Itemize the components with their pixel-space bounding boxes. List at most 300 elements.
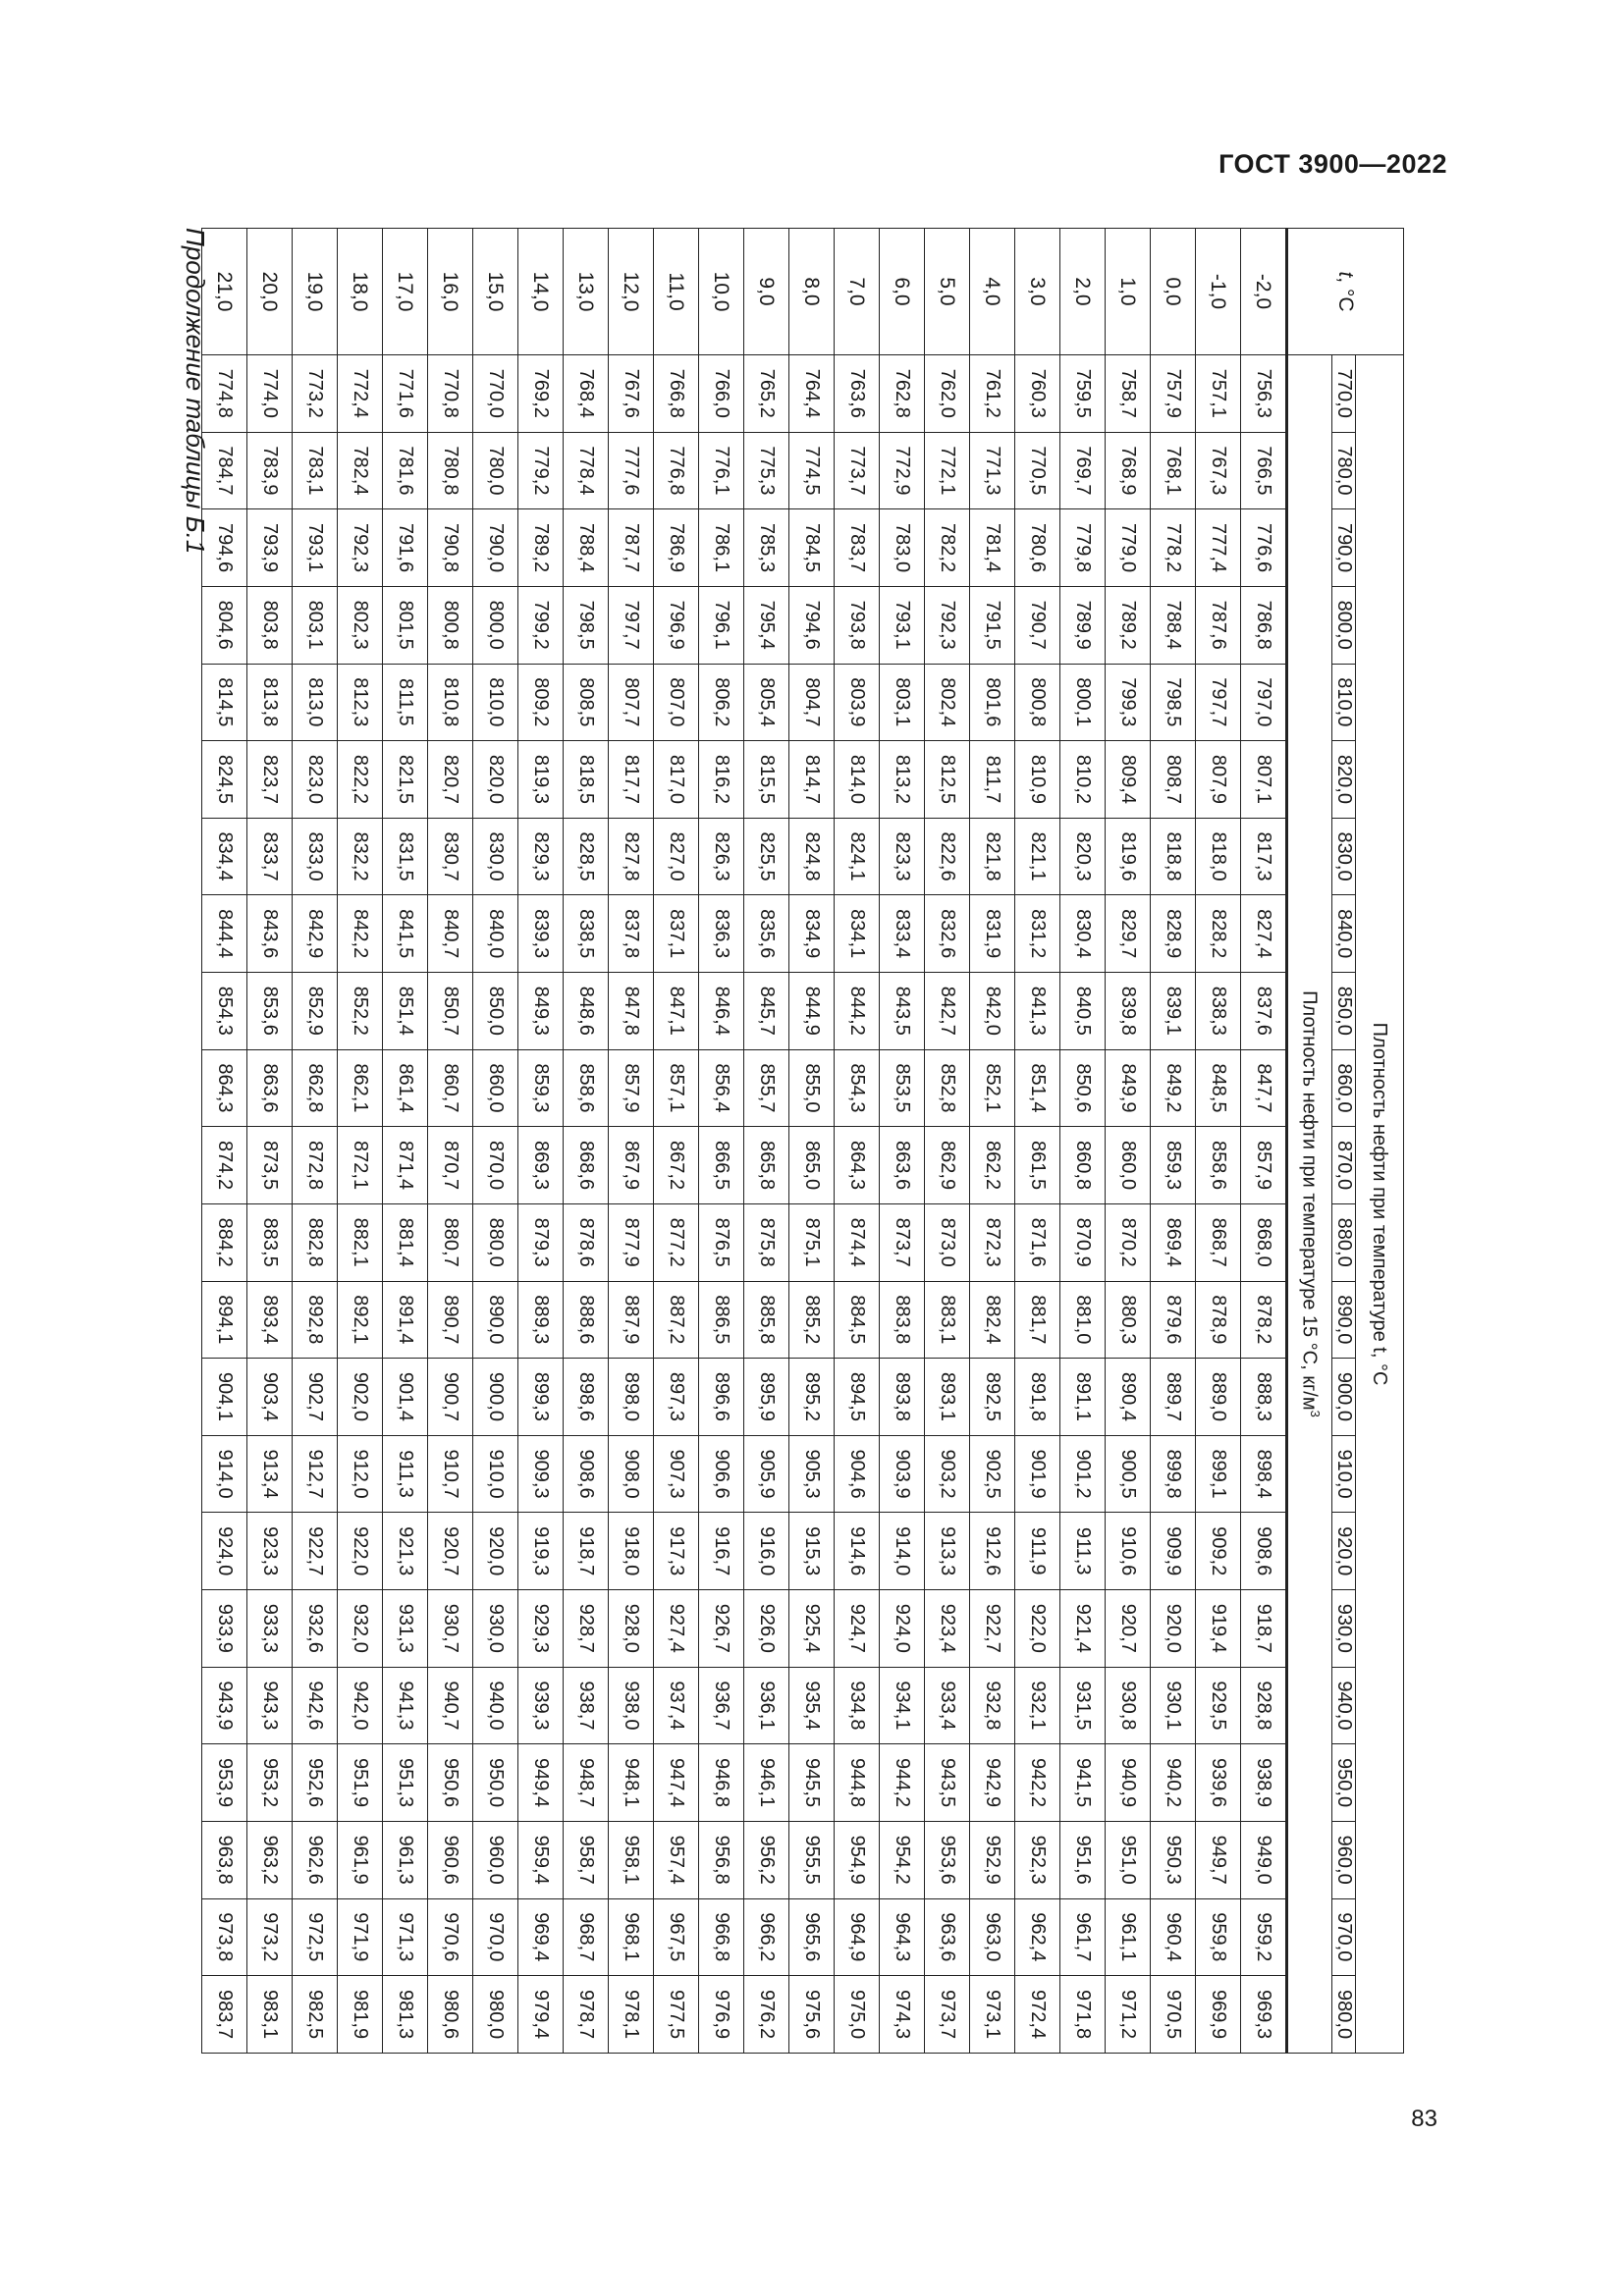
- density-cell: 776,6: [1241, 509, 1287, 587]
- density-cell: 956,8: [699, 1821, 744, 1898]
- density-cell: 884,2: [202, 1203, 247, 1281]
- column-header: 800,0: [1332, 586, 1356, 664]
- density-cell: 813,0: [293, 664, 338, 741]
- table-row: [564, 229, 609, 2054]
- density-cell: 885,2: [789, 1281, 835, 1359]
- density-cell: 890,7: [428, 1281, 473, 1359]
- density-cell: 971,8: [1060, 1976, 1106, 2054]
- table-row: [1060, 229, 1106, 2054]
- density-cell: 820,3: [1060, 818, 1106, 895]
- units-header: Плотность нефти при температуре 15 °C, $кг/м^3$: [1287, 355, 1332, 2054]
- density-cell: 900,7: [428, 1359, 473, 1436]
- density-cell: 817,7: [609, 741, 654, 819]
- density-cell: 954,2: [880, 1821, 925, 1898]
- density-cell: 803,1: [880, 664, 925, 741]
- density-cell: 812,3: [338, 664, 383, 741]
- density-cell: 852,9: [293, 973, 338, 1050]
- column-header: 770,0: [1332, 355, 1356, 433]
- temperature-cell: 16,0: [428, 229, 473, 355]
- density-cell: 782,2: [925, 509, 970, 587]
- density-cell: 813,2: [880, 741, 925, 819]
- density-cell: 772,4: [338, 355, 383, 433]
- density-cell: 830,4: [1060, 895, 1106, 973]
- density-cell: 882,1: [338, 1203, 383, 1281]
- density-cell: 866,5: [699, 1127, 744, 1204]
- density-cell: 832,2: [338, 818, 383, 895]
- density-cell: 959,8: [1196, 1898, 1241, 1976]
- density-cell: 827,4: [1241, 895, 1287, 973]
- density-cell: 883,5: [247, 1203, 293, 1281]
- density-cell: 764,4: [789, 355, 835, 433]
- density-cell: 892,8: [293, 1281, 338, 1359]
- table-row: [1106, 229, 1151, 2054]
- density-cell: 962,6: [293, 1821, 338, 1898]
- density-cell: 833,4: [880, 895, 925, 973]
- density-cell: 961,3: [383, 1821, 428, 1898]
- density-cell: 800,8: [1015, 664, 1060, 741]
- column-header: 880,0: [1332, 1203, 1356, 1281]
- density-cell: 844,9: [789, 973, 835, 1050]
- column-header: 870,0: [1332, 1127, 1356, 1204]
- density-cell: 798,5: [1151, 664, 1196, 741]
- temperature-cell: 17,0: [383, 229, 428, 355]
- density-cell: 814,0: [835, 741, 880, 819]
- density-cell: 950,3: [1151, 1821, 1196, 1898]
- density-cell: 926,7: [699, 1590, 744, 1668]
- density-cell: 886,5: [699, 1281, 744, 1359]
- density-cell: 818,0: [1196, 818, 1241, 895]
- density-cell: 964,3: [880, 1898, 925, 1976]
- density-cell: 950,6: [428, 1744, 473, 1822]
- density-cell: 895,9: [744, 1359, 789, 1436]
- density-cell: 840,7: [428, 895, 473, 973]
- temperature-cell: 18,0: [338, 229, 383, 355]
- column-header: 920,0: [1332, 1513, 1356, 1590]
- density-cell: 780,6: [1015, 509, 1060, 587]
- density-cell: 777,6: [609, 432, 654, 509]
- density-cell: 932,8: [970, 1667, 1015, 1744]
- density-cell: 822,6: [925, 818, 970, 895]
- density-cell: 960,0: [473, 1821, 518, 1898]
- density-cell: 880,7: [428, 1203, 473, 1281]
- density-cell: 980,6: [428, 1976, 473, 2054]
- density-cell: 963,0: [970, 1898, 1015, 1976]
- density-cell: 849,2: [1151, 1049, 1196, 1127]
- density-cell: 936,7: [699, 1667, 744, 1744]
- density-cell: 870,7: [428, 1127, 473, 1204]
- column-header: 860,0: [1332, 1049, 1356, 1127]
- table-row: [473, 229, 518, 2054]
- density-cell: 887,9: [609, 1281, 654, 1359]
- density-cell: 852,1: [970, 1049, 1015, 1127]
- density-cell: 908,6: [564, 1435, 609, 1513]
- density-cell: 829,3: [518, 818, 564, 895]
- column-header: 950,0: [1332, 1744, 1356, 1822]
- density-cell: 930,8: [1106, 1667, 1151, 1744]
- column-header: 830,0: [1332, 818, 1356, 895]
- density-cell: 938,9: [1241, 1744, 1287, 1822]
- density-cell: 770,0: [473, 355, 518, 433]
- density-cell: 975,6: [789, 1976, 835, 2054]
- density-cell: 834,1: [835, 895, 880, 973]
- density-cell: 914,6: [835, 1513, 880, 1590]
- density-cell: 783,1: [293, 432, 338, 509]
- density-cell: 821,5: [383, 741, 428, 819]
- density-cell: 842,9: [293, 895, 338, 973]
- density-cell: 962,4: [1015, 1898, 1060, 1976]
- density-cell: 956,2: [744, 1821, 789, 1898]
- density-cell: 795,4: [744, 586, 789, 664]
- density-cell: 874,4: [835, 1203, 880, 1281]
- temperature-cell: 7,0: [835, 229, 880, 355]
- density-cell: 784,7: [202, 432, 247, 509]
- density-cell: 852,2: [338, 973, 383, 1050]
- density-cell: 910,7: [428, 1435, 473, 1513]
- density-cell: 944,2: [880, 1744, 925, 1822]
- density-cell: 932,1: [1015, 1667, 1060, 1744]
- density-cell: 969,3: [1241, 1976, 1287, 2054]
- density-cell: 823,7: [247, 741, 293, 819]
- density-cell: 800,8: [428, 586, 473, 664]
- density-cell: 818,8: [1151, 818, 1196, 895]
- density-cell: 788,4: [564, 509, 609, 587]
- density-cell: 903,4: [247, 1359, 293, 1436]
- density-cell: 780,8: [428, 432, 473, 509]
- density-cell: 790,0: [473, 509, 518, 587]
- density-cell: 933,3: [247, 1590, 293, 1668]
- density-cell: 808,7: [1151, 741, 1196, 819]
- density-cell: 811,5: [383, 664, 428, 741]
- temperature-cell: 9,0: [744, 229, 789, 355]
- density-cell: 789,2: [518, 509, 564, 587]
- density-cell: 816,2: [699, 741, 744, 819]
- density-cell: 788,4: [1151, 586, 1196, 664]
- temperature-cell: 15,0: [473, 229, 518, 355]
- density-cell: 769,7: [1060, 432, 1106, 509]
- density-cell: 860,0: [473, 1049, 518, 1127]
- density-cell: 778,4: [564, 432, 609, 509]
- density-cell: 820,7: [428, 741, 473, 819]
- density-cell: 878,9: [1196, 1281, 1241, 1359]
- density-cell: 889,3: [518, 1281, 564, 1359]
- density-cell: 872,8: [293, 1127, 338, 1204]
- table-row: [247, 229, 293, 2054]
- density-cell: 858,6: [1196, 1127, 1241, 1204]
- density-cell: 849,9: [1106, 1049, 1151, 1127]
- density-cell: 971,9: [338, 1898, 383, 1976]
- density-cell: 851,4: [1015, 1049, 1060, 1127]
- temperature-cell: 1,0: [1106, 229, 1151, 355]
- density-cell: 913,4: [247, 1435, 293, 1513]
- temperature-cell: 19,0: [293, 229, 338, 355]
- density-cell: 905,9: [744, 1435, 789, 1513]
- density-cell: 824,5: [202, 741, 247, 819]
- column-header: 780,0: [1332, 432, 1356, 509]
- density-cell: 934,1: [880, 1667, 925, 1744]
- density-cell: 948,7: [564, 1744, 609, 1822]
- density-cell: 838,5: [564, 895, 609, 973]
- density-cell: 797,7: [609, 586, 654, 664]
- table-row: [518, 229, 564, 2054]
- density-cell: 839,8: [1106, 973, 1151, 1050]
- table-row: [880, 229, 925, 2054]
- density-cell: 976,9: [699, 1976, 744, 2054]
- density-cell: 805,4: [744, 664, 789, 741]
- density-cell: 960,6: [428, 1821, 473, 1898]
- density-cell: 953,6: [925, 1821, 970, 1898]
- temperature-cell: 3,0: [1015, 229, 1060, 355]
- density-cell: 974,3: [880, 1976, 925, 2054]
- density-cell: 831,5: [383, 818, 428, 895]
- density-cell: 817,3: [1241, 818, 1287, 895]
- density-cell: 877,9: [609, 1203, 654, 1281]
- density-cell: 980,0: [473, 1976, 518, 2054]
- density-cell: 849,3: [518, 973, 564, 1050]
- density-cell: 837,8: [609, 895, 654, 973]
- density-cell: 865,0: [789, 1127, 835, 1204]
- density-cell: 786,1: [699, 509, 744, 587]
- density-cell: 936,1: [744, 1667, 789, 1744]
- density-cell: 944,8: [835, 1744, 880, 1822]
- density-cell: 952,9: [970, 1821, 1015, 1898]
- density-cell: 946,8: [699, 1744, 744, 1822]
- density-cell: 793,1: [880, 586, 925, 664]
- density-cell: 929,3: [518, 1590, 564, 1668]
- density-cell: 792,3: [338, 509, 383, 587]
- density-cell: 851,4: [383, 973, 428, 1050]
- density-cell: 857,1: [654, 1049, 699, 1127]
- density-cell: 935,4: [789, 1667, 835, 1744]
- density-cell: 913,3: [925, 1513, 970, 1590]
- density-cell: 922,0: [338, 1513, 383, 1590]
- density-cell: 815,5: [744, 741, 789, 819]
- density-cell: 951,6: [1060, 1821, 1106, 1898]
- density-cell: 829,7: [1106, 895, 1151, 973]
- density-cell: 939,6: [1196, 1744, 1241, 1822]
- density-cell: 822,2: [338, 741, 383, 819]
- column-header-row: [1332, 229, 1356, 2054]
- column-header: 820,0: [1332, 741, 1356, 819]
- density-cell: 915,3: [789, 1513, 835, 1590]
- temperature-cell: 4,0: [970, 229, 1015, 355]
- density-cell: 919,4: [1196, 1590, 1241, 1668]
- density-cell: 876,5: [699, 1203, 744, 1281]
- density-cell: 911,9: [1015, 1513, 1060, 1590]
- temperature-cell: 20,0: [247, 229, 293, 355]
- density-cell: 759,5: [1060, 355, 1106, 433]
- density-cell: 978,1: [609, 1976, 654, 2054]
- density-cell: 841,5: [383, 895, 428, 973]
- density-cell: 857,9: [1241, 1127, 1287, 1204]
- density-cell: 928,7: [564, 1590, 609, 1668]
- density-cell: 882,4: [970, 1281, 1015, 1359]
- density-cell: 773,7: [835, 432, 880, 509]
- density-cell: 762,8: [880, 355, 925, 433]
- density-cell: 873,0: [925, 1203, 970, 1281]
- table-row: [383, 229, 428, 2054]
- density-cell: 873,7: [880, 1203, 925, 1281]
- column-header: 970,0: [1332, 1898, 1356, 1976]
- table-row: [654, 229, 699, 2054]
- density-cell: 920,7: [428, 1513, 473, 1590]
- density-cell: 779,0: [1106, 509, 1151, 587]
- density-cell: 887,2: [654, 1281, 699, 1359]
- density-cell: 912,6: [970, 1513, 1015, 1590]
- density-cell: 838,3: [1196, 973, 1241, 1050]
- density-cell: 870,9: [1060, 1203, 1106, 1281]
- density-cell: 837,1: [654, 895, 699, 973]
- density-cell: 818,5: [564, 741, 609, 819]
- density-cell: 834,4: [202, 818, 247, 895]
- density-cell: 802,3: [338, 586, 383, 664]
- density-cell: 975,0: [835, 1976, 880, 2054]
- density-cell: 803,8: [247, 586, 293, 664]
- density-cell: 967,5: [654, 1898, 699, 1976]
- density-cell: 772,1: [925, 432, 970, 509]
- density-cell: 850,7: [428, 973, 473, 1050]
- density-cell: 823,3: [880, 818, 925, 895]
- density-cell: 972,4: [1015, 1976, 1060, 2054]
- density-cell: 789,2: [1106, 586, 1151, 664]
- temperature-cell: 6,0: [880, 229, 925, 355]
- density-cell: 928,8: [1241, 1667, 1287, 1744]
- density-cell: 779,2: [518, 432, 564, 509]
- density-cell: 958,7: [564, 1821, 609, 1898]
- density-cell: 852,8: [925, 1049, 970, 1127]
- density-cell: 831,9: [970, 895, 1015, 973]
- density-cell: 784,5: [789, 509, 835, 587]
- density-cell: 774,8: [202, 355, 247, 433]
- density-cell: 965,6: [789, 1898, 835, 1976]
- density-cell: 940,0: [473, 1667, 518, 1744]
- density-cell: 963,6: [925, 1898, 970, 1976]
- density-cell: 774,0: [247, 355, 293, 433]
- density-cell: 890,0: [473, 1281, 518, 1359]
- density-cell: 982,5: [293, 1976, 338, 2054]
- density-cell: 771,3: [970, 432, 1015, 509]
- density-cell: 933,9: [202, 1590, 247, 1668]
- density-cell: 941,5: [1060, 1744, 1106, 1822]
- temperature-cell: 21,0: [202, 229, 247, 355]
- table-row: [609, 229, 654, 2054]
- density-cell: 931,3: [383, 1590, 428, 1668]
- density-cell: 800,0: [473, 586, 518, 664]
- density-cell: 858,6: [564, 1049, 609, 1127]
- density-cell: 772,9: [880, 432, 925, 509]
- density-cell: 946,1: [744, 1744, 789, 1822]
- density-cell: 891,4: [383, 1281, 428, 1359]
- density-cell: 810,0: [473, 664, 518, 741]
- density-cell: 971,2: [1106, 1976, 1151, 2054]
- table-body: [202, 229, 1287, 2054]
- density-cell: 921,3: [383, 1513, 428, 1590]
- density-cell: 933,4: [925, 1667, 970, 1744]
- density-cell: 929,5: [1196, 1667, 1241, 1744]
- density-cell: 864,3: [202, 1049, 247, 1127]
- density-cell: 916,0: [744, 1513, 789, 1590]
- density-cell: 979,4: [518, 1976, 564, 2054]
- density-cell: 941,3: [383, 1667, 428, 1744]
- table-row: [925, 229, 970, 2054]
- density-cell: 966,8: [699, 1898, 744, 1976]
- density-cell: 920,7: [1106, 1590, 1151, 1668]
- density-cell: 892,5: [970, 1359, 1015, 1436]
- temperature-cell: 12,0: [609, 229, 654, 355]
- density-cell: 968,1: [609, 1898, 654, 1976]
- density-cell: 850,6: [1060, 1049, 1106, 1127]
- density-cell: 859,3: [1151, 1127, 1196, 1204]
- column-header: 900,0: [1332, 1359, 1356, 1436]
- density-cell: 894,5: [835, 1359, 880, 1436]
- density-cell: 870,2: [1106, 1203, 1151, 1281]
- density-cell: 900,5: [1106, 1435, 1151, 1513]
- density-cell: 940,2: [1151, 1744, 1196, 1822]
- column-header: 850,0: [1332, 973, 1356, 1050]
- temperature-cell: 14,0: [518, 229, 564, 355]
- density-cell: 902,5: [970, 1435, 1015, 1513]
- density-cell: 920,0: [1151, 1590, 1196, 1668]
- density-cell: 832,6: [925, 895, 970, 973]
- density-cell: 961,7: [1060, 1898, 1106, 1976]
- table-row: [1151, 229, 1196, 2054]
- density-cell: 878,2: [1241, 1281, 1287, 1359]
- density-cell: 836,3: [699, 895, 744, 973]
- temperature-cell: 10,0: [699, 229, 744, 355]
- density-cell: 940,9: [1106, 1744, 1151, 1822]
- density-cell: 792,3: [925, 586, 970, 664]
- density-cell: 804,6: [202, 586, 247, 664]
- density-cell: 800,1: [1060, 664, 1106, 741]
- document-code: ГОСТ 3900—2022: [1218, 149, 1447, 179]
- density-cell: 790,8: [428, 509, 473, 587]
- density-cell: 842,0: [970, 973, 1015, 1050]
- density-cell: 833,0: [293, 818, 338, 895]
- density-cell: 777,4: [1196, 509, 1241, 587]
- density-cell: 952,3: [1015, 1821, 1060, 1898]
- density-cell: 806,2: [699, 664, 744, 741]
- density-cell: 807,7: [609, 664, 654, 741]
- table-row: [338, 229, 383, 2054]
- temperature-cell: -1,0: [1196, 229, 1241, 355]
- density-cell: 879,3: [518, 1203, 564, 1281]
- density-cell: 943,3: [247, 1667, 293, 1744]
- density-cell: 831,2: [1015, 895, 1060, 973]
- table-row: [970, 229, 1015, 2054]
- density-cell: 857,9: [609, 1049, 654, 1127]
- density-cell: 870,0: [473, 1127, 518, 1204]
- density-cell: 867,9: [609, 1127, 654, 1204]
- density-cell: 951,3: [383, 1744, 428, 1822]
- density-cell: 932,0: [338, 1590, 383, 1668]
- temperature-cell: 13,0: [564, 229, 609, 355]
- table-row: [789, 229, 835, 2054]
- density-cell: 785,3: [744, 509, 789, 587]
- density-cell: 902,7: [293, 1359, 338, 1436]
- column-header: 930,0: [1332, 1590, 1356, 1668]
- density-cell: 760,3: [1015, 355, 1060, 433]
- density-cell: 846,4: [699, 973, 744, 1050]
- density-cell: 872,3: [970, 1203, 1015, 1281]
- density-cell: 920,0: [473, 1513, 518, 1590]
- density-cell: 862,9: [925, 1127, 970, 1204]
- table-row: [428, 229, 473, 2054]
- density-cell: 901,4: [383, 1359, 428, 1436]
- density-cell: 889,7: [1151, 1359, 1196, 1436]
- table-row: [1015, 229, 1060, 2054]
- density-cell: 854,3: [835, 1049, 880, 1127]
- temperature-cell: 0,0: [1151, 229, 1196, 355]
- density-cell: 814,7: [789, 741, 835, 819]
